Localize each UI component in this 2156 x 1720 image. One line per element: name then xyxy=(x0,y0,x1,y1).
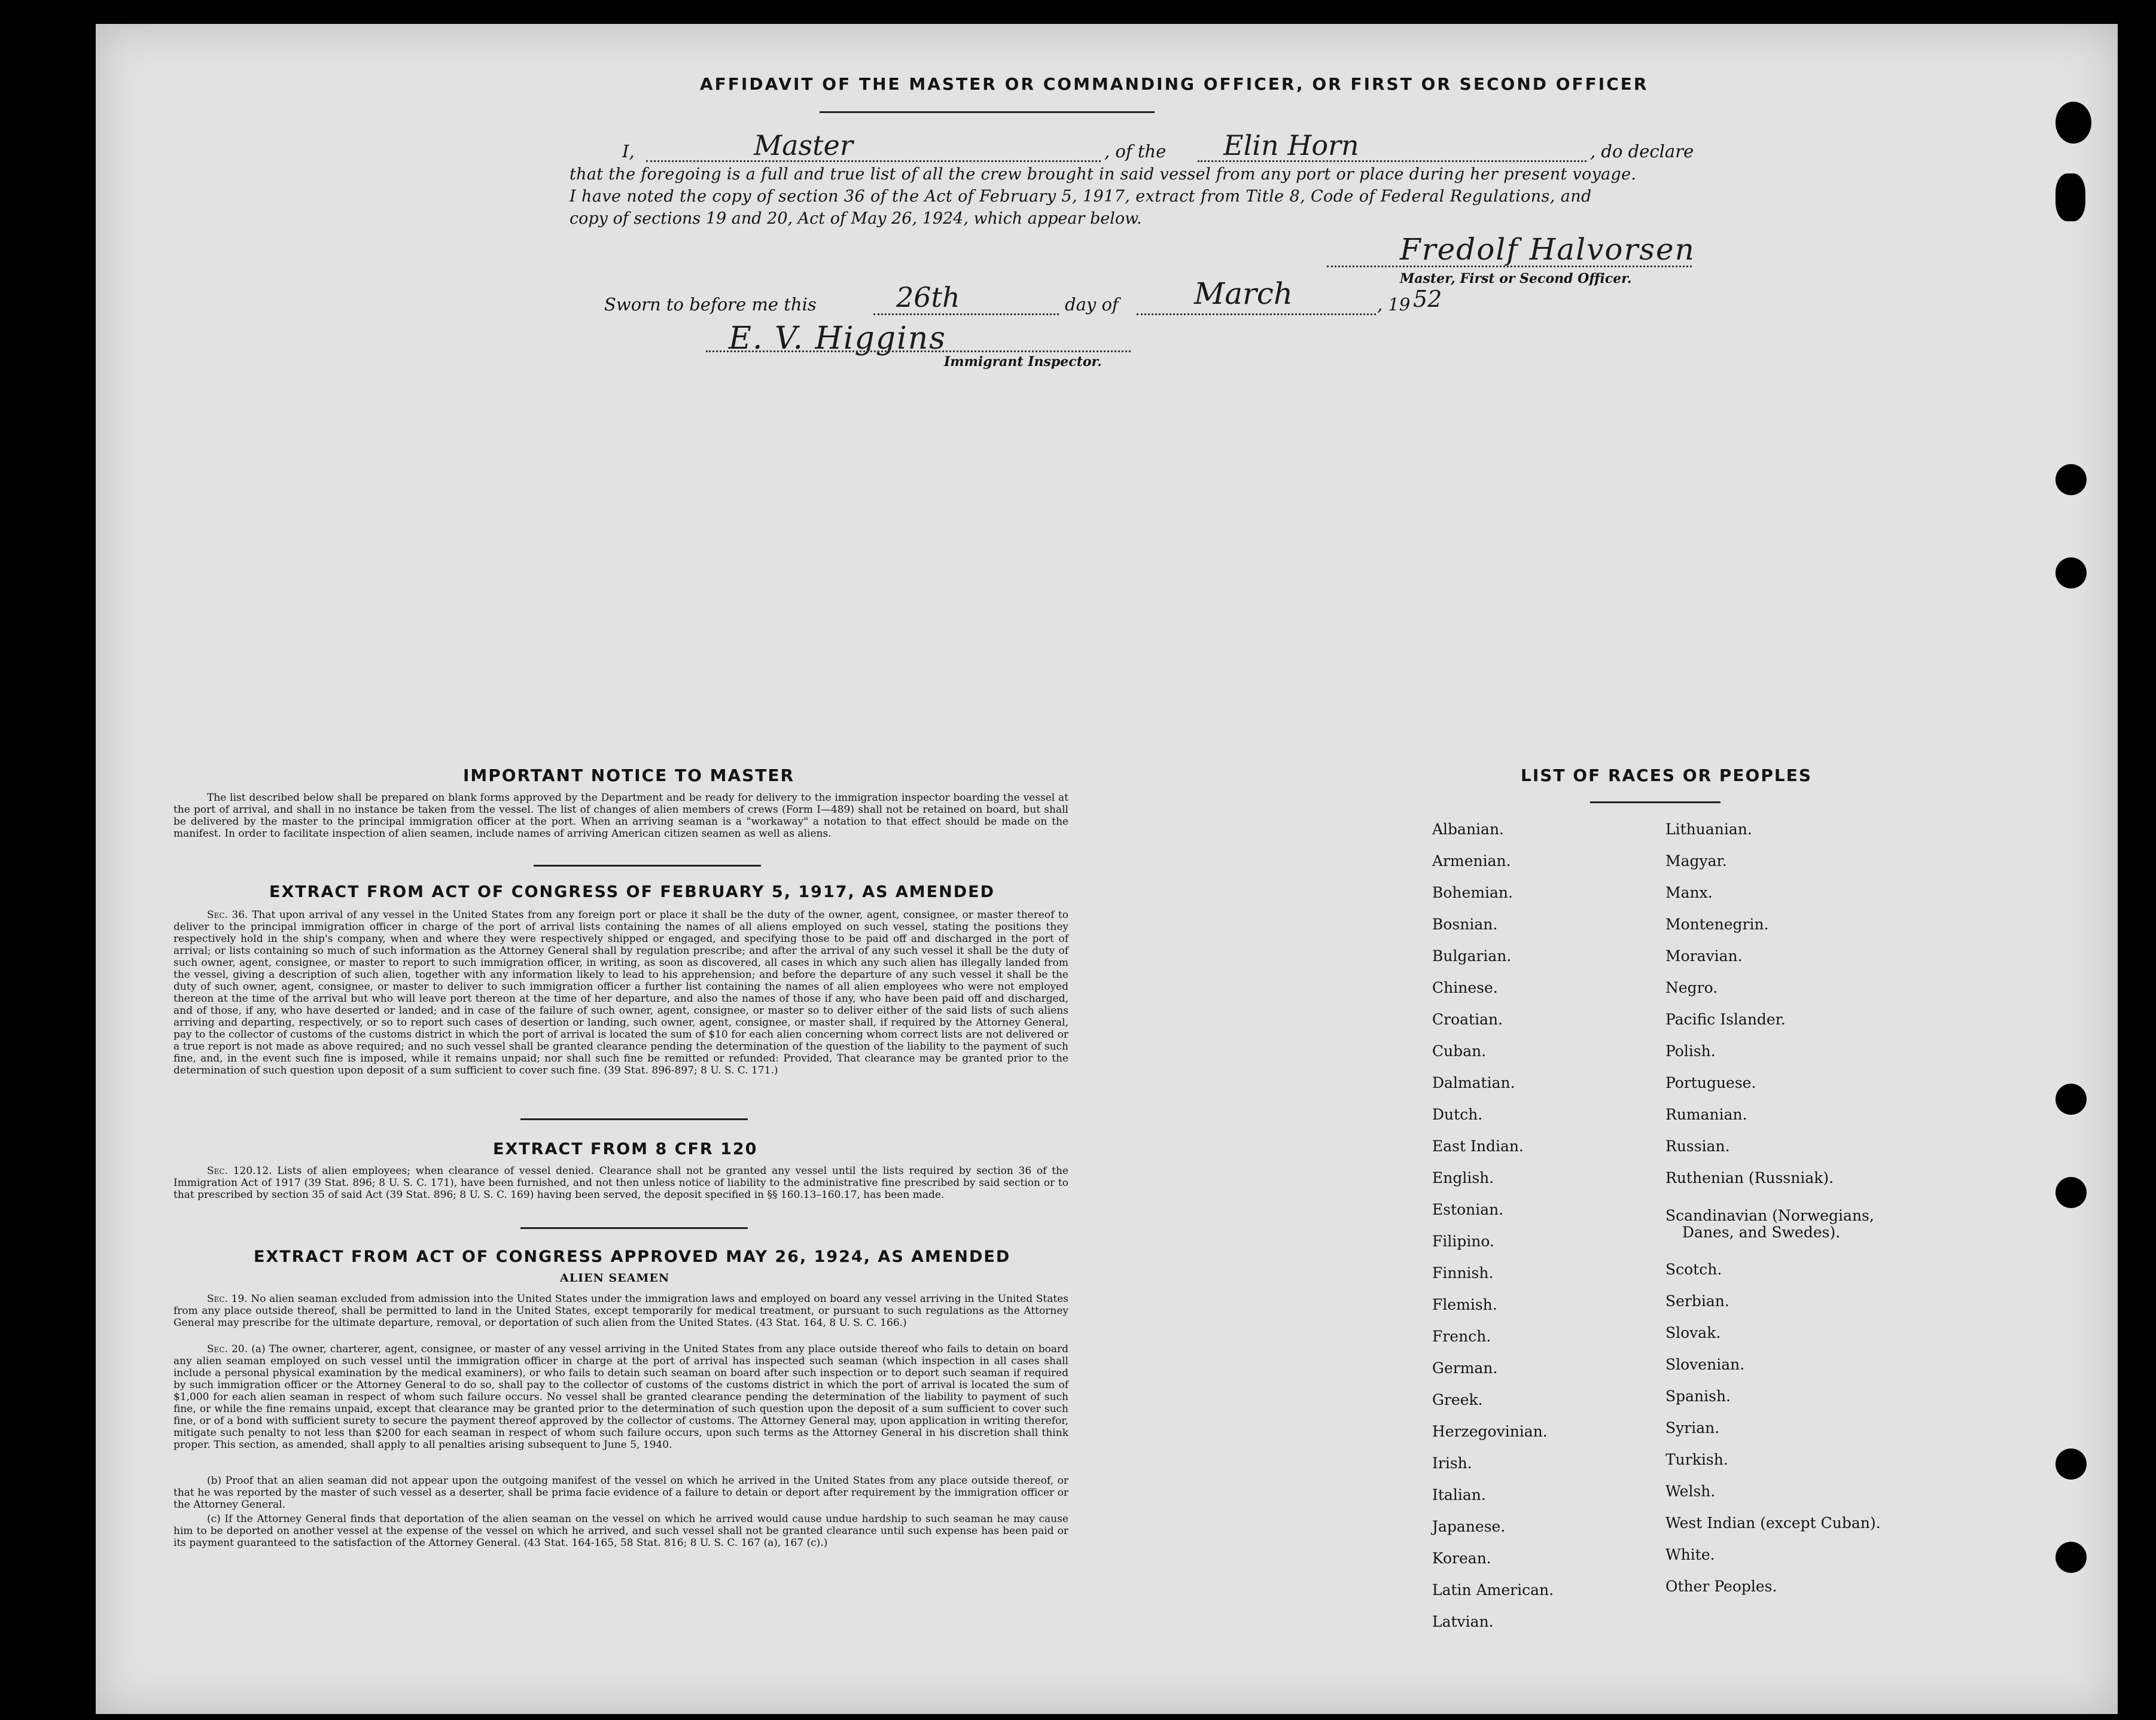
races-title-rule xyxy=(1590,801,1720,803)
sworn-month-value: March xyxy=(1194,276,1293,311)
notice-body: The list described below shall be prepared on blank forms approved by the Department and be ready for delivery to the immigration inspector boarding the vessel at the port of arrival, and shall in no instance be taken from the vessel. The list of changes of alien members of crews (Form I—489) shall not be retained on board, but shall be delivered by the master to the principal immigration officer at the port. When an arriving seaman is a "workaway" a notation to that effect should be made on the manifest. In order to facilitate inspection of alien seamen, include names of arriving American citizen seamen as well as aliens. xyxy=(173,792,1068,840)
year-prefix: , 19 xyxy=(1377,294,1411,315)
punch-hole xyxy=(2055,102,2091,144)
punch-hole xyxy=(2055,1542,2087,1573)
document-page xyxy=(96,24,2118,1714)
master-value: Master xyxy=(754,129,853,161)
extract-1924-subtitle: ALIEN SEAMEN xyxy=(560,1271,670,1285)
section-rule xyxy=(520,1118,748,1120)
punch-hole xyxy=(2055,1448,2087,1480)
sec20a-text: (a) The owner, charterer, agent, consignee, or master of any vessel arriving in the United States from any place outside thereof who fails to detain on board any alien seaman employed on such vessel until the immigration officer in charge at the port of arrival has inspected such seaman (which inspection in all cases shall include a personal physical examination by the medical examiners), or who fails to detain such seaman on board after such inspection or to deport such seaman if required by such immigration officer or the Attorney General to do so, shall pay to the collector of customs of the customs district in which the port of arrival is located the sum of $1,000 for each alien seaman in respect of whom such failure occurs. No vessel shall be granted clearance pending the determination of the liability to payment of such fine, or while the fine remains unpaid, except that clearance may be granted prior to the determination of such question upon the deposit of a sum sufficient to cover such fine, or of a bond with sufficient surety to secure the payment thereof approved by the collector of customs. The Attorney General may, upon application in writing therefor, mitigate such penalty to not less than $200 for each seaman in respect of whom such failure occurs, upon such terms as the Attorney General in his discretion shall think proper. This section, as amended, shall apply to all penalties arising subsequent to June 5, 1940. xyxy=(173,1343,1069,1451)
extract-1924-title: EXTRACT FROM ACT OF CONGRESS APPROVED MAY 26, 1924, AS AMENDED xyxy=(254,1248,1011,1266)
extract-1924-sec20b: (b) Proof that an alien seaman did not appear upon the outgoing manifest of the vessel on which he arrived in the United States from any place outside thereof, or that he was reported by the master of such vessel as a deserter, shall be prima facie evidence of a failure to detain or deport after requirement by the immigration officer or the Attorney General. xyxy=(173,1475,1068,1511)
race-item: Portuguese. xyxy=(1665,1074,1756,1091)
section-rule xyxy=(520,1227,748,1229)
day-of-label: day of xyxy=(1065,294,1119,315)
race-item: Herzegovinian. xyxy=(1432,1423,1548,1440)
race-item: Pacific Islander. xyxy=(1665,1011,1786,1028)
race-item: Estonian. xyxy=(1432,1201,1504,1218)
race-item: Serbian. xyxy=(1665,1292,1729,1310)
affidavit-line3: I have noted the copy of section 36 of the Act of February 5, 1917, extract from Title 8, Code of Federal Regulations, and xyxy=(570,187,1592,206)
title-rule xyxy=(820,111,1155,113)
race-item: Lithuanian. xyxy=(1665,821,1752,838)
affidavit-title: AFFIDAVIT OF THE MASTER OR COMMANDING OFFICER, OR FIRST OR SECOND OFFICER xyxy=(700,74,1649,94)
of-the-label: , of the xyxy=(1104,141,1167,161)
race-item: Russian. xyxy=(1665,1137,1730,1155)
race-item: Latvian. xyxy=(1432,1613,1494,1630)
race-item: Filipino. xyxy=(1432,1233,1494,1250)
race-item: Magyar. xyxy=(1665,852,1727,870)
inspector-caption: Immigrant Inspector. xyxy=(944,354,1102,370)
race-item: Other Peoples. xyxy=(1665,1578,1777,1595)
punch-hole xyxy=(2055,464,2087,495)
race-item: English. xyxy=(1432,1169,1494,1187)
race-item: German. xyxy=(1432,1359,1498,1377)
signature-caption: Master, First or Second Officer. xyxy=(1400,271,1632,286)
extract-1917-body xyxy=(173,909,1068,1076)
master-field xyxy=(646,160,1101,162)
sec19-text: No alien seaman excluded from admission into the United States under the immigration laws and employed on board any vessel arriving in the United States from any place outside thereof, shall be permitted to land in the United States, except temporarily for medical treatment, or pursuant to such regulations as the Attorney General may prescribe for the ultimate departure, removal, or deportation of such alien from the United States. (43 Stat. 164, 8 U. S. C. 166.) xyxy=(173,1293,1069,1329)
extract-1924-sec20a xyxy=(173,1343,1068,1451)
extract-cfr-sec-label: Sec. 120.12. xyxy=(207,1165,272,1177)
extract-cfr-text: Lists of alien employees; when clearance of vessel denied. Clearance shall not be granted any vessel until the lists required by section 36 of the Immigration Act of 1917 (39 Stat. 896; 8 U. S. C. 171), have been furnished, and not then unless notice of liability to the administrative fine prescribed by said section or to that prescribed by section 35 of said Act (39 Stat. 896; 8 U. S. C. 169) having been served, the deposit specified in §§ 160.13–160.17, has been made. xyxy=(173,1165,1068,1201)
race-item: Bosnian. xyxy=(1432,916,1498,933)
extract-1917-title: EXTRACT FROM ACT OF CONGRESS OF FEBRUARY 5, 1917, AS AMENDED xyxy=(269,883,995,901)
sec19-label: Sec. 19. xyxy=(207,1293,248,1305)
affidavit-line1 xyxy=(622,129,1699,167)
extract-cfr-body xyxy=(173,1165,1068,1201)
race-item: Finnish. xyxy=(1432,1264,1494,1282)
race-item: Scotch. xyxy=(1665,1261,1722,1278)
extract-1924-sec20c: (c) If the Attorney General finds that deportation of the alien seaman on the vessel on which he arrived would cause undue hardship to such seaman he may cause him to be deported on another vessel at the expense of the vessel on which he arrived, and such vessel shall not be granted clearance until such expense has been paid or its payment guaranteed to the satisfaction of the Attorney General. (43 Stat. 164-165, 58 Stat. 816; 8 U. S. C. 167 (a), 167 (c).) xyxy=(173,1513,1068,1549)
affidavit-line2: that the foregoing is a full and true list of all the crew brought in said vessel from any port or place during her present voyage. xyxy=(570,165,1637,184)
punch-hole xyxy=(2055,557,2087,588)
race-item: Manx. xyxy=(1665,884,1713,901)
punch-hole xyxy=(2055,1177,2087,1208)
race-item: White. xyxy=(1665,1546,1715,1563)
race-item: Greek. xyxy=(1432,1391,1483,1408)
sworn-line xyxy=(604,276,1502,323)
race-item: Turkish. xyxy=(1665,1451,1728,1468)
sec20-label: Sec. 20. xyxy=(207,1343,248,1355)
race-item: Latin American. xyxy=(1432,1581,1554,1599)
races-title: LIST OF RACES OR PEOPLES xyxy=(1521,766,1812,785)
race-item: Bulgarian. xyxy=(1432,947,1512,965)
master-signature: Fredolf Halvorsen xyxy=(1400,232,1695,267)
year-value: 52 xyxy=(1413,286,1442,312)
race-item: Negro. xyxy=(1665,979,1718,996)
race-item: Dalmatian. xyxy=(1432,1074,1515,1091)
extract-1917-text: That upon arrival of any vessel in the United States from any foreign port or place it shall be the duty of the owner, agent, consignee, or master thereof to deliver to the principal immigration officer in charge of the port of arrival lists containing the names of all aliens employed on such vessel, stating the positions they respectively hold in the ship's company, when and where they were respectively shipped or engaged, and specifying those to be paid off and discharged in the port of arrival; or lists containing so much of such information as the Attorney General shall by regulation prescribe; and after the arrival of any such vessel it shall be the duty of such owner, agent, consignee, or master to report to such immigration officer, in writing, as soon as discovered, all cases in which any such alien has illegally landed from the vessel, giving a description of such alien, together with any information likely to lead to his apprehension; and before the departure of any such vessel it shall be the duty of such owner, agent, consignee, or master to deliver to such immigration officer a further list containing the names of all alien employees who were not employed thereon at the time of the arrival but who will leave port thereon at the time of her departure, and also the names of those if any, who have been paid off and discharged, and of those, if any, who have deserted or landed; and in case of the failure of such owner, agent, consignee, or master so to deliver either of the said lists of such aliens arriving and departing, respectively, or so to report such cases of desertion or landing, such owner, agent, consignee, or master shall, if required by the Attorney General, pay to the collector of customs of the customs district in which the port of arrival is located the sum of $10 for each alien concerning whom correct lists are not delivered or a true report is not made as above required; and no such vessel shall be granted clearance pending the determination of the question of the liability to the payment of such fine, and, in the event such fine is imposed, while it remains unpaid; nor shall such fine be remitted or refunded: Provided, That clearance may be granted prior to the determination of such question upon deposit of a sum sufficient to cover such fine. (39 Stat. 896-897; 8 U. S. C. 171.) xyxy=(173,909,1069,1076)
do-declare-label: , do declare xyxy=(1590,141,1694,161)
punch-hole xyxy=(2055,1084,2087,1115)
notice-title: IMPORTANT NOTICE TO MASTER xyxy=(463,766,795,785)
i-label: I, xyxy=(622,141,635,161)
sworn-label: Sworn to before me this xyxy=(604,294,817,315)
sworn-day-value: 26th xyxy=(896,281,960,313)
race-item: Spanish. xyxy=(1665,1387,1731,1405)
race-item: Montenegrin. xyxy=(1665,916,1769,933)
race-item: Dutch. xyxy=(1432,1106,1483,1123)
race-item: Moravian. xyxy=(1665,947,1743,965)
race-item: Albanian. xyxy=(1432,821,1505,838)
vessel-value: Elin Horn xyxy=(1223,129,1359,161)
race-item: Slovenian. xyxy=(1665,1356,1745,1373)
race-item: Korean. xyxy=(1432,1550,1491,1567)
affidavit-line4: copy of sections 19 and 20, Act of May 26, 1924, which appear below. xyxy=(570,209,1142,228)
punch-hole xyxy=(2055,173,2085,221)
section-rule xyxy=(534,865,761,867)
day-field xyxy=(873,313,1059,315)
race-item: Flemish. xyxy=(1432,1296,1497,1313)
extract-1924-sec19 xyxy=(173,1293,1068,1329)
race-item: Japanese. xyxy=(1432,1518,1506,1535)
race-item: Italian. xyxy=(1432,1486,1486,1504)
inspector-signature-line xyxy=(706,350,1131,352)
race-item: Slovak. xyxy=(1665,1324,1721,1341)
inspector-signature: E. V. Higgins xyxy=(729,321,946,356)
race-item: French. xyxy=(1432,1328,1491,1345)
race-item: Syrian. xyxy=(1665,1419,1720,1437)
race-item: Ruthenian (Russniak). xyxy=(1665,1169,1834,1187)
race-item: East Indian. xyxy=(1432,1137,1524,1155)
race-item: Rumanian. xyxy=(1665,1106,1747,1123)
race-item: Croatian. xyxy=(1432,1011,1503,1028)
month-field xyxy=(1137,313,1376,315)
race-item: Cuban. xyxy=(1432,1042,1487,1060)
race-item: Scandinavian (Norwegians, xyxy=(1665,1207,1874,1224)
race-item: Armenian. xyxy=(1432,852,1511,870)
race-item: Chinese. xyxy=(1432,979,1498,996)
race-item: Irish. xyxy=(1432,1454,1472,1472)
extract-1917-sec-label: Sec. 36. xyxy=(207,909,248,921)
race-item: Polish. xyxy=(1665,1042,1716,1060)
extract-cfr-title: EXTRACT FROM 8 CFR 120 xyxy=(493,1140,758,1158)
race-item: Danes, and Swedes). xyxy=(1682,1224,1841,1241)
race-item: Bohemian. xyxy=(1432,884,1513,901)
race-item: West Indian (except Cuban). xyxy=(1665,1514,1881,1532)
master-signature-line xyxy=(1327,266,1692,267)
race-item: Welsh. xyxy=(1665,1483,1716,1500)
